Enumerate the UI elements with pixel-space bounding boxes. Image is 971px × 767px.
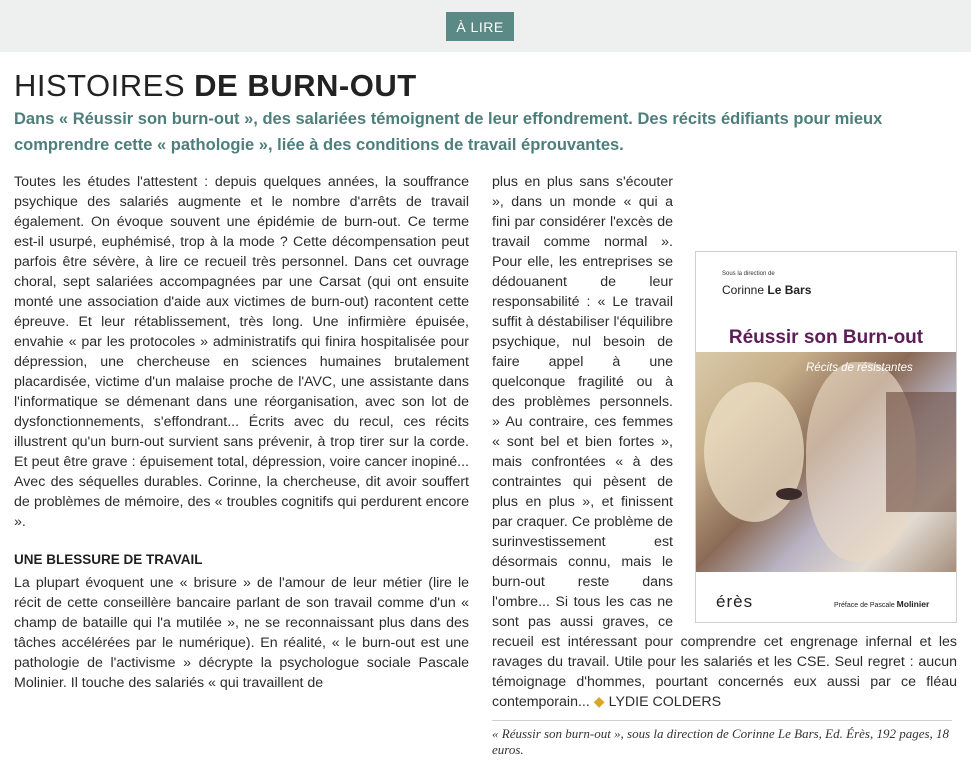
eye-icon (776, 488, 802, 500)
book-title: Réussir son Burn-out (728, 327, 924, 348)
book-direction: Sous la direction de (722, 271, 775, 277)
book-caption: « Réussir son burn-out », sous la direction de Corinne Le Bars, Ed. Érès, 192 pages, 18 euros. (492, 720, 952, 758)
book-author-first: Corinne (722, 283, 765, 297)
article-title (14, 68, 417, 104)
subheading: UNE BLESSURE DE TRAVAIL (14, 552, 203, 567)
paragraph-intro: Toutes les études l'attestent : depuis quelques années, la souffrance psychique des salariés augmente et le nombre d'arrêts de travail également. On évoque souvent une épidémie de burn-out. Ce terme est-il usurpé, euphémisé, trop à la mode ? Cette décompensation peut parfois être sévère, à lire ce recueil très personnel. Dans cet ouvrage choral, sept salariées accompagnées par une Carsat (qui ont ensuite monté une association d'aide aux victimes de burn-out) racontent cette épreuve. Et leur rétablissement, très long. Une infirmière épuisée, envahie « par les protocoles » administratifs qui finira hospitalisée pour dépression, une chercheuse en sciences humaines brutalement placardisée, victime d'un malaise proche de l'AVC, une assistante dans l'informatique se démenant dans une réorganisation, avec son lot de dysfonctionnements, s'effondrant... Écrits avec du recul, ces récits illustrent qu'un burn-out survient sans prévenir, à trop tirer sur la corde. Et peut être grave : épuisement total, dépression, voire cancer inopiné... Avec des séquelles durables. Corinne, la chercheuse, dit avoir souffert de problèmes de mémoire, des « troubles cognitifs qui perdurent encore ». (14, 174, 469, 530)
column-right (492, 172, 957, 712)
book-author (722, 280, 811, 300)
diamond-icon: ◆ (593, 694, 605, 710)
author-signature: LYDIE COLDERS (608, 694, 722, 710)
book-subtitle: Récits de résistantes (806, 362, 913, 374)
book-illustration (696, 352, 956, 572)
preface-first: Pascale (869, 602, 895, 609)
column-left (14, 172, 469, 693)
preface-last: Molinier (896, 599, 930, 609)
preface-label: Préface de (834, 602, 868, 609)
rubric-label: À LIRE (446, 12, 514, 41)
book-preface (834, 594, 929, 616)
publisher-logo: érès (716, 592, 754, 611)
book-cover-wrap (685, 251, 957, 623)
title-light: HISTOIRES (14, 68, 186, 103)
paragraph-blessure: La plupart évoquent une « brisure » de l'amour de leur métier (lire le récit de cette conseillère bancaire parlant de son travail comme d'un « champ de bataille qui l'a mutilée », ne se reconnaissant plus dans des tâches accélérées par le numérique). En réalité, « le burn-out est une pathologie de l'activisme » décrypte la psychologue sociale Pascale Molinier. Il touche des salariés « qui travaillent de (14, 575, 469, 691)
paragraph-continued-text: plus en plus sans s'écouter », dans un monde « qui a fini par considérer l'excès de travail comme normal ». Pour elle, les entreprises se dédouanent de leur responsabilité : « Le travail suffit à déstabiliser l'équilibre psychique, nul besoin de faire appel à une quelconque fragilité ou à des problèmes personnels. » Au contraire, ces femmes « sont bel et bien fortes », mais confrontées « à des contraintes qui pèsent de plus en plus », et finissent par craquer. Ce problème de surinvestissement est désormais connu, mais le burn-out reste dans l'ombre... Si tous les cas ne sont pas aussi graves, ce recueil est intéressant pour comprendre cet engrenage infernal et les ravages du travail. Utile pour les salariés et les CSE. Seul regret : aucun témoignage d'hommes, pourtant concernés eux aussi par ce fléau contemporain... (492, 174, 957, 710)
article-lead: Dans « Réussir son burn-out », des salariées témoignent de leur effondrement. Des récits édifiants pour mieux comprendre cette « pathologie », liée à des conditions de travail éprouvantes. (14, 110, 883, 154)
book-cover (695, 251, 957, 623)
book-author-last: Le Bars (767, 283, 812, 297)
title-bold: DE BURN-OUT (194, 68, 417, 103)
